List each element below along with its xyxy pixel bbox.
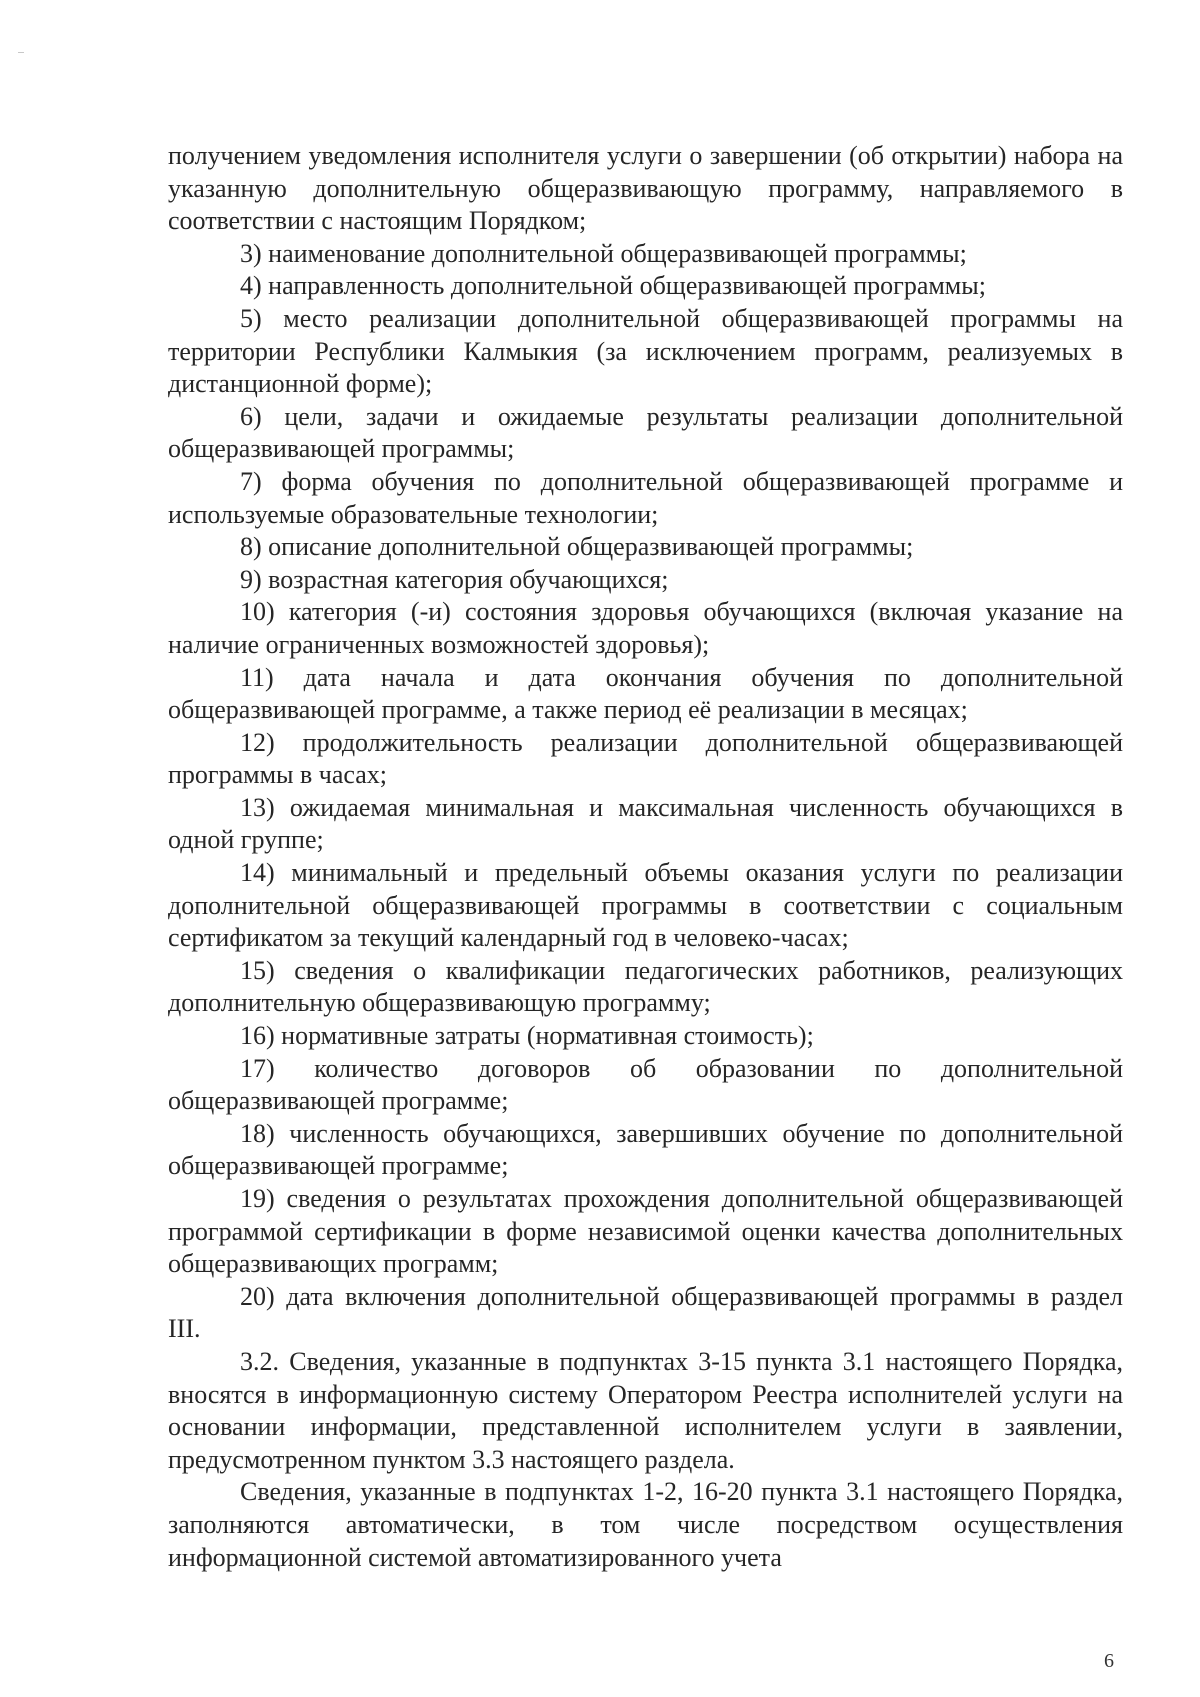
list-item-5: 5) место реализации дополнительной общеразвивающей программы на территории Республики Калмыкия (за исключением программ, реализуемых в дистанционной форме); bbox=[168, 303, 1123, 399]
list-item-12: 12) продолжительность реализации дополнительной общеразвивающей программы в часах; bbox=[168, 727, 1123, 790]
section-3-2-paragraph: 3.2. Сведения, указанные в подпунктах 3-15 пункта 3.1 настоящего Порядка, вносятся в информационную систему Оператором Реестра исполнителей услуги на основании информации, представленной исполнителем услуги в заявлении, предусмотренном пунктом 3.3 настоящего раздела. bbox=[168, 1346, 1123, 1474]
list-item-9: 9) возрастная категория обучающихся; bbox=[240, 564, 669, 594]
paragraph-continuation: получением уведомления исполнителя услуги о завершении (об открытии) набора на указанную дополнительную общеразвивающую программу, направляемого в соответствии с настоящим Порядком; bbox=[168, 141, 1123, 236]
list-item-19: 19) сведения о результатах прохождения дополнительной общеразвивающей программой сертификации в форме независимой оценки качества дополнительных общеразвивающих программ; bbox=[168, 1184, 1123, 1279]
list-item-17: 17) количество договоров об образовании по дополнительной общеразвивающей программе; bbox=[168, 1053, 1123, 1116]
list-item-11: 11) дата начала и дата окончания обучения по дополнительной общеразвивающей программе, а также период её реализации в месяцах; bbox=[168, 662, 1123, 725]
document-body bbox=[168, 140, 1123, 1574]
list-item-18: 18) численность обучающихся, завершивших обучение по дополнительной общеразвивающей программе; bbox=[168, 1118, 1123, 1181]
list-item-14: 14) минимальный и предельный объемы оказания услуги по реализации дополнительной общеразвивающей программы в соответствии с социальным сертификатом за текущий календарный год в человеко-часах; bbox=[168, 858, 1123, 953]
list-item-6: 6) цели, задачи и ожидаемые результаты реализации дополнительной общеразвивающей программы; bbox=[168, 401, 1123, 464]
list-item-20: 20) дата включения дополнительной общеразвивающей программы в раздел III. bbox=[168, 1281, 1123, 1344]
list-item-3: 3) наименование дополнительной общеразвивающей программы; bbox=[240, 238, 967, 268]
list-item-7: 7) форма обучения по дополнительной общеразвивающей программе и используемые образовательные технологии; bbox=[168, 466, 1123, 529]
section-3-2-second-paragraph: Сведения, указанные в подпунктах 1-2, 16-20 пункта 3.1 настоящего Порядка, заполняются автоматически, в том числе посредством осуществления информационной системой автоматизированного учета bbox=[168, 1477, 1123, 1572]
list-item-13: 13) ожидаемая минимальная и максимальная численность обучающихся в одной группе; bbox=[168, 792, 1123, 855]
list-item-16: 16) нормативные затраты (нормативная стоимость); bbox=[240, 1021, 814, 1051]
page-number: 6 bbox=[1104, 1650, 1114, 1672]
list-item-8: 8) описание дополнительной общеразвивающей программы; bbox=[240, 532, 914, 562]
list-item-15: 15) сведения о квалификации педагогических работников, реализующих дополнительную общеразвивающую программу; bbox=[168, 955, 1123, 1018]
scan-margin-mark bbox=[18, 52, 24, 53]
list-item-4: 4) направленность дополнительной общеразвивающей программы; bbox=[240, 271, 986, 301]
list-item-10: 10) категория (-и) состояния здоровья обучающихся (включая указание на наличие ограниченных возможностей здоровья); bbox=[168, 597, 1123, 659]
